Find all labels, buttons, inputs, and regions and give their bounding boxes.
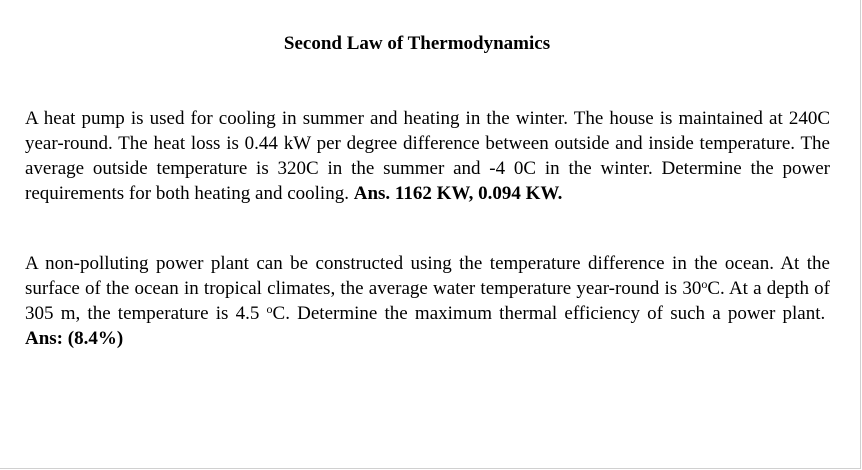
problem-2-text-a: A non-polluting power plant can be constructed using the temperature difference in the ocean. At the surface of the ocean in tropical climates, the average water temperature year-round is 30	[25, 253, 830, 299]
problem-2-text-c: C. Determine the maximum thermal efficiency of such a power plant.	[272, 303, 826, 324]
problem-1-text: A heat pump is used for cooling in summer and heating in the winter. The house is maintained at 240C year-round. The heat loss is 0.44 kW per degree difference between outside and inside temperature. The average outside temperature is 320C in the summer and -4 0C in the winter. Determine the power requirements for both heating and cooling.	[25, 108, 830, 204]
document-title: Second Law of Thermodynamics	[283, 33, 551, 54]
problem-1-paragraph	[25, 106, 830, 206]
problem-1-answer: Ans. 1162 KW, 0.094 KW.	[353, 183, 563, 204]
problem-2-answer: Ans: (8.4%)	[25, 328, 124, 349]
problem-2-text-b: C. At a depth of 305 m, the temperature is 4.5	[25, 278, 830, 324]
degree-superscript: o	[701, 277, 708, 291]
problem-2-paragraph	[25, 251, 830, 351]
degree-superscript: o	[266, 302, 273, 316]
